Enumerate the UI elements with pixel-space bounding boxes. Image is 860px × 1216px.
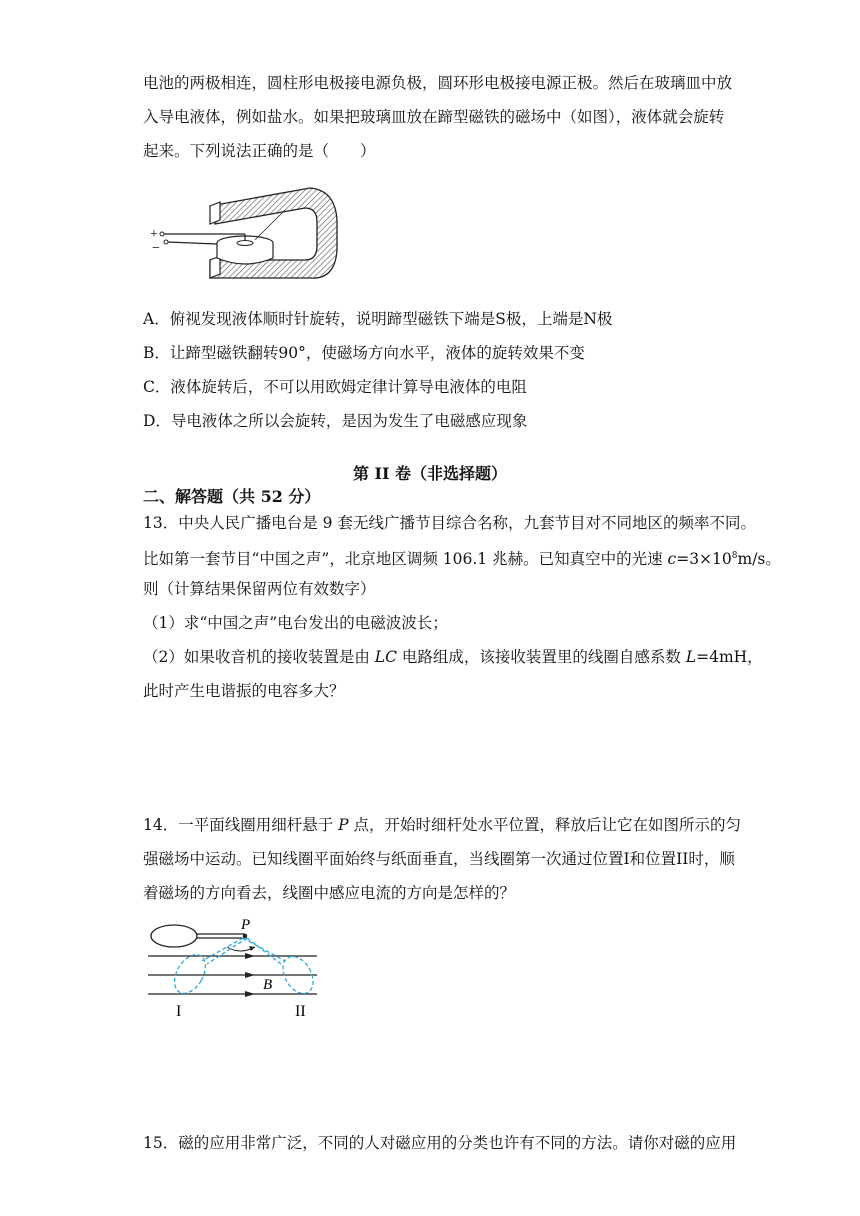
q12-option-b: B．让蹄型磁铁翻转90°，使磁场方向水平，液体的旋转效果不变 [143,344,585,362]
q13-part-2-line-2: 此时产生电谐振的电容多大？ [143,682,345,700]
q12-line-2: 入导电液体，例如盐水。如果把玻璃皿放在蹄型磁铁的磁场中（如图），液体就会旋转 [143,108,725,126]
q13-line-2 [143,546,781,569]
q14-line-1-text-a: 14．一平面线圈用细杆悬于 [143,816,339,834]
q14-line-2: 强磁场中运动。已知线圈平面始终与纸面垂直，当线圈第一次通过位置I和位置II时，顺 [143,850,735,868]
q13-line-1: 13．中央人民广播电台是 9 套无线广播节目综合名称，九套节目对不同地区的频率不同。 [143,514,756,532]
q13-line-3: 则（计算结果保留两位有效数字） [143,580,376,598]
q14-line-3: 着磁场的方向看去，线圈中感应电流的方向是怎样的？ [143,884,516,902]
q12-option-a: A．俯视发现液体顺时针旋转，说明蹄型磁铁下端是S极，上端是N极 [143,310,613,328]
q13-var-l: L [685,648,697,666]
q13-part-2-text-b: 电路组成，该接收装置里的线圈自感系数 [396,648,686,666]
point-p-label: P [241,917,251,933]
horseshoe-magnet-figure [145,180,345,290]
q14-line-1-text-b: 点，开始时细杆处水平位置，释放后让它在如图所示的匀 [348,816,742,834]
position-i-label: I [176,1003,182,1020]
q14-var-p: P [338,816,349,834]
q12-line-3: 起来。下列说法正确的是（ ） [143,142,376,160]
q13-var-c: c [667,550,677,568]
q12-option-d: D．导电液体之所以会旋转，是因为发生了电磁感应现象 [143,412,528,430]
q13-line-2-text-a: 比如第一套节目“中国之声”，北京地区调频 106.1 兆赫。已知真空中的光速 [143,550,668,568]
q13-part-2-text-a: （2）如果收音机的接收装置是由 [143,648,375,666]
q13-exponent: 8 [731,551,738,561]
q15-line-1: 15．磁的应用非常广泛，不同的人对磁应用的分类也许有不同的方法。请你对磁的应用 [143,1134,737,1152]
q13-part-1: （1）求“中国之声”电台发出的电磁波波长； [143,614,448,632]
q13-part-2 [143,647,763,667]
q13-line-2-text-b: =3×10 [676,550,732,568]
q12-line-1: 电池的两极相连，圆柱形电极接电源负极，圆环形电极接电源正极。然后在玻璃皿中放 [143,74,733,92]
coil-pendulum-figure [145,915,325,1020]
minus-terminal-label: − [152,241,160,256]
position-ii-label: II [295,1003,306,1020]
q14-line-1 [143,815,741,835]
section-title: 第 II 卷（非选择题） [352,464,508,483]
q13-var-lc: LC [374,648,397,666]
plus-terminal-label: + [150,227,158,242]
q12-option-c: C．液体旋转后，不可以用欧姆定律计算导电液体的电阻 [143,378,527,396]
q13-part-2-text-c: =4mH， [696,648,763,666]
q13-line-2-text-c: m/s。 [737,550,781,568]
field-b-label: B [263,977,273,993]
section-heading: 二、解答题（共 52 分） [143,487,321,506]
